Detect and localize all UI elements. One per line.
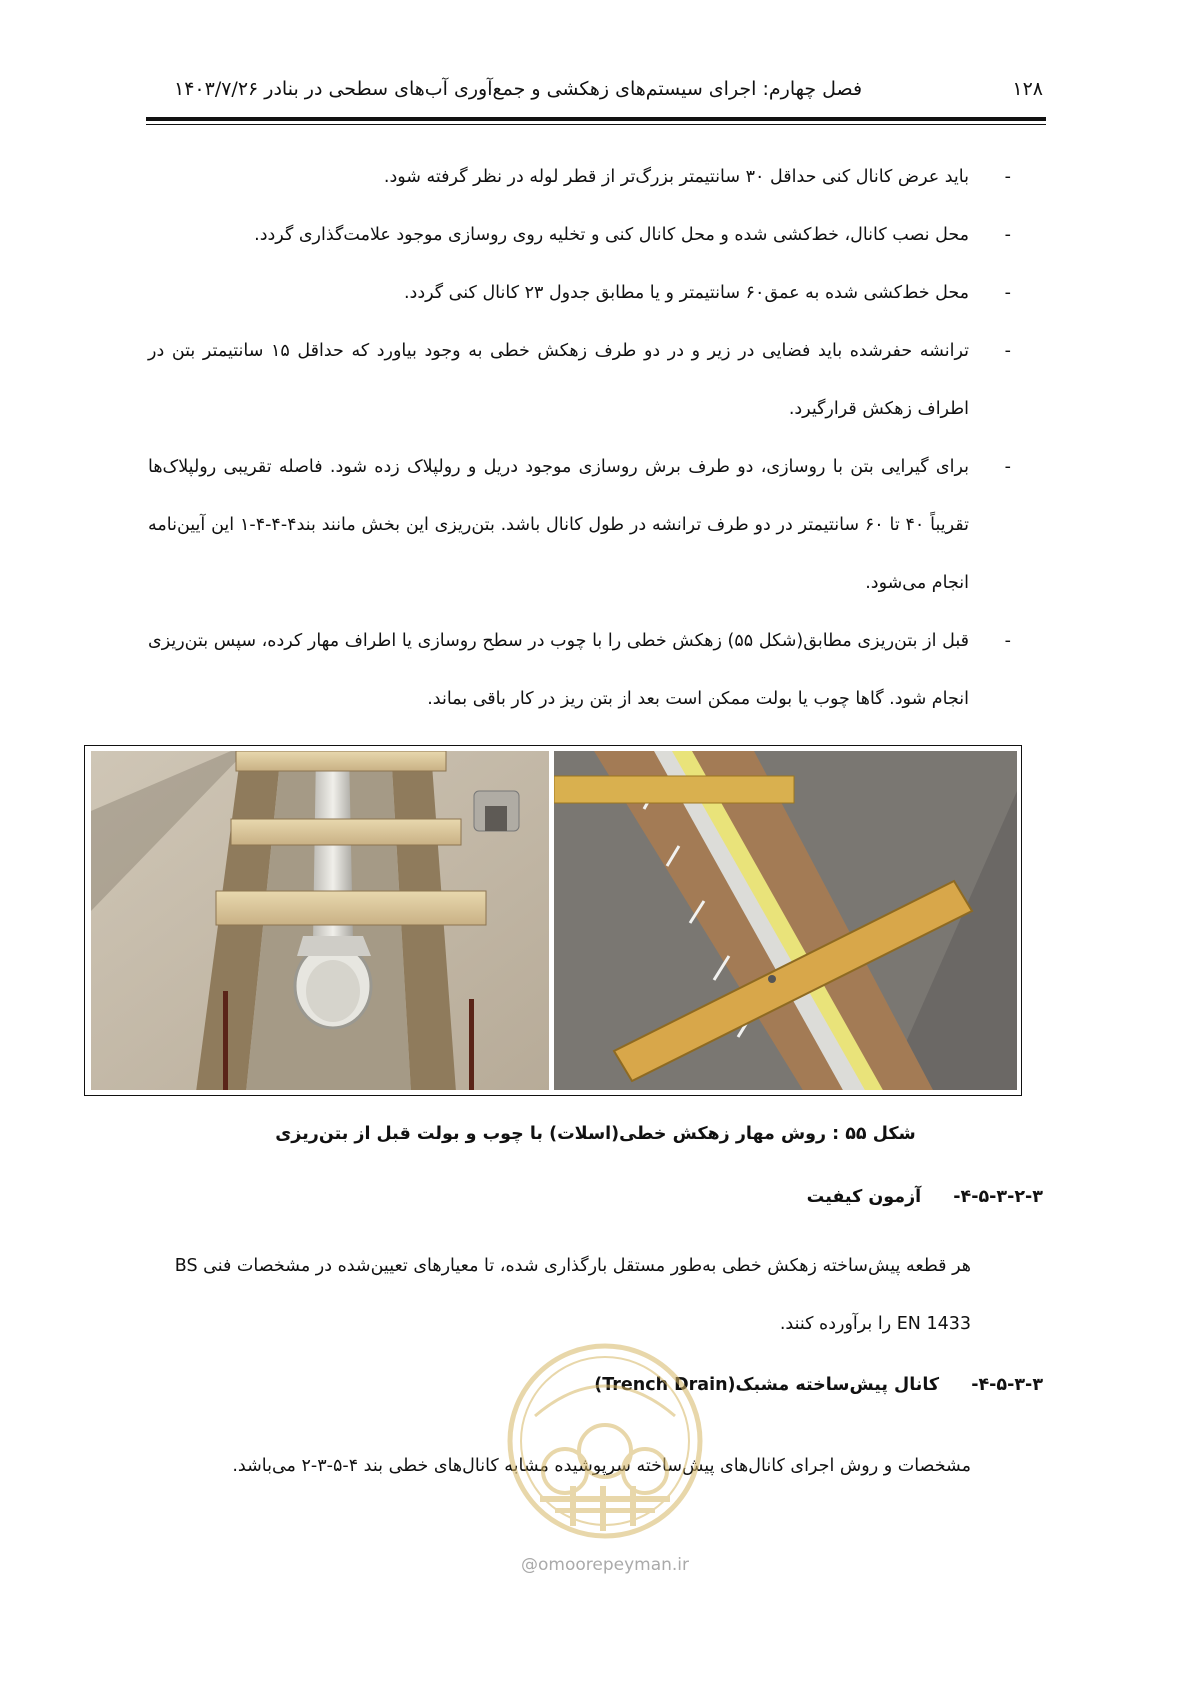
trench-drain-photo — [554, 751, 1017, 1090]
bullet-item: - باید عرض کانال کنی حداقل ۳۰ سانتیمتر بزرگ‌تر از قطر لوله در نظر گرفته شود. — [148, 148, 969, 206]
figure-caption: شکل ۵۵ : روش مهار زهکش خطی(اسلات) با چوب و بولت قبل از بتن‌ریزی — [275, 1124, 916, 1144]
watermark-logo — [500, 1336, 710, 1556]
bullet-item: - محل خط‌کشی شده به عمق۶۰ سانتیمتر و یا مطابق جدول ۲۳ کانال کنی گردد. — [148, 264, 969, 322]
page-header — [148, 78, 1043, 108]
paragraph-line: هر قطعه پیش‌ساخته زهکش خطی به‌طور مستقل بارگذاری شده، تا معیارهای تعیین‌شده در مشخصات فنی BS — [174, 1256, 971, 1276]
figure-55 — [84, 745, 1022, 1096]
trench-pipe-photo — [91, 751, 549, 1090]
bullet-item: - ترانشه حفرشده باید فضایی در زیر و در دو طرف زهکش خطی به وجود بیاورد که حداقل ۱۵ سانتیمتر بتن در اطراف زهکش قرارگیرد. — [148, 322, 969, 438]
bullet-item: - قبل از بتن‌ریزی مطابق(شکل ۵۵) زهکش خطی را با چوب در سطح روسازی یا اطراف مهار کرده، سپس بتن‌ریزی انجام شود. گاها چوب یا بولت ممکن است بعد از بتن ریز در کار باقی بماند. — [148, 612, 969, 728]
watermark-url: @omoorepeyman.ir — [520, 1555, 690, 1575]
paragraph-line: EN 1433 را برآورده کنند. — [779, 1314, 971, 1334]
bullet-item: - برای گیرایی بتن با روسازی، دو طرف برش روسازی موجود دریل و رولپلاک زده شود. فاصله تقریبی رولپلاک‌ها تقریباً ۴۰ تا ۶۰ سانتیمتر در دو طرف ترانشه در طول کانال باشد. بتن‌ریزی این بخش مانند بند۴-۴-۴-۱ این آیین‌نامه انجام می‌شود. — [148, 438, 969, 612]
section-number: ۴-۵-۳-۲-۳- — [953, 1187, 1043, 1207]
running-title — [148, 78, 862, 100]
header-rule-thin — [146, 124, 1046, 125]
bullet-list — [148, 148, 969, 728]
chapter-title: فصل چهارم: اجرای سیستم‌های زهکشی و جمع‌آوری آب‌های سطحی در بنادر — [264, 78, 863, 100]
bullet-item: - محل نصب کانال، خط‌کشی شده و محل کانال کنی و تخلیه روی روسازی موجود علامت‌گذاری گردد. — [148, 206, 969, 264]
section-title: کانال پیش‌ساخته مشبک(Trench Drain) — [594, 1375, 940, 1395]
section-title: آزمون کیفیت — [806, 1187, 922, 1207]
section-heading-quality-test — [148, 1187, 1043, 1207]
header-rule-thick — [146, 117, 1046, 121]
header-date: ۱۴۰۳/۷/۲۶ — [174, 78, 259, 100]
trench-drain-paragraph: مشخصات و روش اجرای کانال‌های پیش‌ساخته سرپوشیده مشابه کانال‌های خطی بند ۴-۵-۳-۲ می‌باشد. — [232, 1456, 971, 1476]
page-number: ۱۲۸ — [1012, 78, 1043, 100]
section-number: ۴-۵-۳-۳- — [971, 1375, 1043, 1395]
